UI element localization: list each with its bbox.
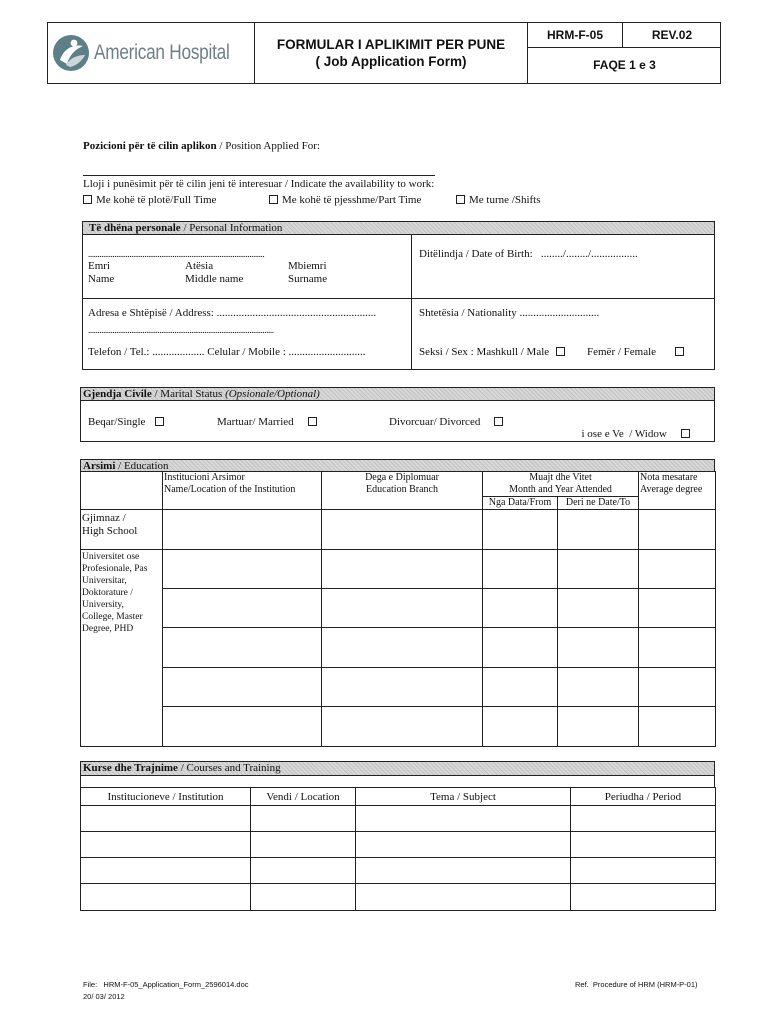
education-table — [80, 471, 716, 747]
table-cell[interactable] — [163, 668, 322, 707]
table-cell[interactable] — [639, 668, 716, 707]
table-cell[interactable] — [639, 550, 716, 589]
female-checkbox[interactable] — [675, 347, 684, 356]
university-label-line: Doktorature / — [82, 588, 133, 598]
form-subtitle: ( Job Application Form) — [315, 54, 467, 69]
education-heading-bold: Arsimi — [83, 460, 116, 472]
middle-name-label — [185, 260, 243, 286]
table-row — [81, 884, 716, 911]
university-label-line: College, Master — [82, 612, 143, 622]
address-field[interactable]: Adresa e Shtëpisë / Address: .......................................................... — [88, 307, 377, 319]
parttime-checkbox[interactable] — [269, 195, 278, 204]
civil-heading — [80, 387, 715, 401]
edu-row-highschool-label — [81, 510, 163, 550]
course-col-subject: Tema / Subject — [356, 788, 571, 806]
logo-text: American Hospital — [94, 41, 230, 64]
married-checkbox[interactable] — [308, 417, 317, 426]
position-input-line[interactable] — [83, 175, 435, 176]
table-cell[interactable] — [356, 884, 571, 911]
surname-label — [288, 260, 327, 286]
table-cell[interactable] — [251, 884, 356, 911]
table-row — [81, 589, 716, 628]
form-title: FORMULAR I APLIKIMIT PER PUNE — [276, 37, 506, 52]
table-cell[interactable] — [322, 707, 483, 747]
table-cell[interactable] — [163, 510, 322, 550]
table-cell[interactable] — [571, 806, 716, 832]
sex-male-option[interactable] — [419, 346, 569, 358]
position-label-rest: / Position Applied For: — [216, 140, 320, 152]
married-label: Martuar/ Married — [217, 416, 294, 428]
civil-married[interactable] — [217, 416, 321, 428]
address-line-2[interactable]: ................................................................................................... — [88, 326, 274, 336]
table-cell[interactable] — [639, 510, 716, 550]
table-cell[interactable] — [322, 589, 483, 628]
edu-col-grade-en: Average degree — [640, 484, 703, 495]
table-cell[interactable] — [483, 628, 558, 668]
table-cell[interactable] — [558, 510, 639, 550]
table-cell[interactable] — [483, 707, 558, 747]
table-row — [81, 628, 716, 668]
fulltime-label: Me kohë të plotë/Full Time — [96, 194, 217, 206]
course-col-location: Vendi / Location — [251, 788, 356, 806]
edu-col-branch-en: Education Branch — [366, 484, 438, 495]
university-label-line: Universitar, — [82, 576, 127, 586]
table-row — [81, 832, 716, 858]
middle-name-label-sq: Atësia — [185, 260, 214, 272]
personal-vdivider — [411, 234, 412, 370]
table-row — [81, 707, 716, 747]
table-cell[interactable] — [356, 806, 571, 832]
availability-fulltime[interactable] — [83, 194, 216, 206]
phone-field[interactable]: Telefon / Tel.: ................... Celular / Mobile : ............................ — [88, 346, 366, 358]
table-cell[interactable] — [483, 668, 558, 707]
first-name-label-en: Name — [88, 273, 115, 285]
table-row — [81, 550, 716, 589]
table-cell[interactable] — [251, 858, 356, 884]
personal-hdivider — [82, 298, 715, 299]
table-cell[interactable] — [163, 550, 322, 589]
sex-label: Seksi / Sex : Mashkull / Male — [419, 346, 550, 358]
table-cell[interactable] — [639, 628, 716, 668]
courses-heading — [80, 761, 715, 776]
female-label: Femër / Female — [587, 346, 657, 358]
table-cell[interactable] — [251, 806, 356, 832]
table-cell[interactable] — [558, 707, 639, 747]
university-label-line: Degree, PHD — [82, 624, 134, 634]
edu-col-institution-en: Name/Location of the Institution — [164, 484, 296, 495]
shifts-checkbox[interactable] — [456, 195, 465, 204]
civil-heading-rest: / Marital Status — [151, 388, 226, 400]
edu-col-institution-sq: Institucioni Arsimor — [164, 472, 245, 483]
edu-row-university-label — [81, 550, 163, 747]
table-cell[interactable] — [81, 884, 251, 911]
table-cell[interactable] — [571, 832, 716, 858]
university-label-line: Profesionale, Pas — [82, 564, 148, 574]
availability-shifts[interactable] — [456, 194, 541, 206]
fulltime-checkbox[interactable] — [83, 195, 92, 204]
hospital-logo-icon — [52, 34, 90, 72]
table-cell[interactable] — [558, 668, 639, 707]
table-cell[interactable] — [483, 510, 558, 550]
edu-col-grade-sq: Nota mesatare — [640, 472, 698, 483]
single-checkbox[interactable] — [155, 417, 164, 426]
widow-label: i ose e Ve / Widow — [581, 428, 667, 440]
single-label: Beqar/Single — [88, 416, 146, 428]
table-cell[interactable] — [558, 550, 639, 589]
table-cell[interactable] — [571, 858, 716, 884]
civil-widow[interactable] — [576, 416, 694, 440]
course-col-institution: Institucioneve / Institution — [81, 788, 251, 806]
divorced-checkbox[interactable] — [494, 417, 503, 426]
edu-col-institution — [163, 472, 322, 510]
table-cell[interactable] — [322, 628, 483, 668]
middle-name-label-en: Middle name — [185, 273, 244, 285]
edu-col-to: Deri ne Date/To — [558, 497, 639, 510]
table-cell[interactable] — [356, 858, 571, 884]
parttime-label: Me kohë të pjesshme/Part Time — [282, 194, 422, 206]
courses-heading-bold: Kurse dhe Trajnime — [83, 762, 178, 774]
edu-col-dates-en: Month and Year Attended — [509, 484, 612, 495]
table-cell[interactable] — [251, 832, 356, 858]
table-cell[interactable] — [483, 589, 558, 628]
edu-col-grade — [639, 472, 716, 510]
highschool-label-en: High School — [82, 525, 138, 537]
header-divider-3 — [527, 47, 721, 48]
table-cell[interactable] — [356, 832, 571, 858]
position-label — [83, 140, 320, 152]
footer-reference: Ref. Procedure of HRM (HRM-P-01) — [575, 980, 698, 989]
course-col-period: Periudha / Period — [571, 788, 716, 806]
table-cell[interactable] — [81, 858, 251, 884]
courses-header-row — [81, 788, 716, 806]
civil-divorced[interactable] — [389, 416, 507, 428]
position-label-bold: Pozicioni për të cilin aplikon — [83, 140, 217, 152]
table-row — [81, 668, 716, 707]
table-cell[interactable] — [163, 628, 322, 668]
edu-col-from: Nga Data/From — [483, 497, 558, 510]
personal-heading-rest: / Personal Information — [180, 222, 283, 234]
table-row — [81, 858, 716, 884]
page-label: FAQE 1 e 3 — [593, 58, 656, 72]
table-cell[interactable] — [483, 550, 558, 589]
edu-col-branch — [322, 472, 483, 510]
doc-code: HRM-F-05 — [547, 28, 603, 42]
divorced-label: Divorcuar/ Divorced — [389, 416, 481, 428]
table-cell[interactable] — [81, 832, 251, 858]
surname-label-sq: Mbiemri — [288, 260, 327, 272]
availability-parttime[interactable] — [269, 194, 421, 206]
table-cell[interactable] — [163, 707, 322, 747]
surname-label-en: Surname — [288, 273, 328, 285]
header-divider-1 — [254, 22, 255, 84]
education-heading-rest: / Education — [115, 460, 169, 472]
university-label-line: University, — [82, 600, 124, 610]
civil-heading-italic: (Opsionale/Optional) — [225, 388, 320, 400]
nationality-field[interactable]: Shtetësia / Nationality ............................. — [419, 307, 600, 319]
footer-date: 20/ 03/ 2012 — [83, 992, 125, 1001]
first-name-label-sq: Emri — [88, 260, 110, 272]
birth-date-field[interactable]: Ditëlindja / Date of Birth: ......../......../................. — [419, 248, 638, 260]
edu-col-dates-sq: Muajt dhe Vitet — [529, 472, 592, 483]
first-name-label — [88, 260, 114, 286]
table-cell[interactable] — [322, 668, 483, 707]
table-cell[interactable] — [322, 550, 483, 589]
civil-heading-bold: Gjendja Civile — [83, 388, 152, 400]
sex-female-option[interactable] — [587, 346, 688, 358]
courses-heading-rest: / Courses and Training — [177, 762, 281, 774]
widow-checkbox[interactable] — [681, 429, 690, 438]
education-header-row — [81, 472, 716, 497]
table-cell[interactable] — [639, 707, 716, 747]
table-cell[interactable] — [322, 510, 483, 550]
table-cell[interactable] — [163, 589, 322, 628]
highschool-label-sq: Gjimnaz / — [82, 512, 126, 524]
table-row — [81, 510, 716, 550]
shifts-label: Me turne /Shifts — [469, 194, 541, 206]
courses-table — [80, 787, 716, 911]
edu-col-dates — [483, 472, 639, 497]
name-field-dots[interactable]: .............................................................................................. — [88, 250, 265, 260]
personal-heading — [82, 221, 715, 235]
edu-corner-cell — [81, 472, 163, 510]
table-cell[interactable] — [558, 589, 639, 628]
personal-heading-bold: Të dhëna personale — [89, 222, 181, 234]
hospital-logo — [52, 34, 248, 74]
table-cell[interactable] — [558, 628, 639, 668]
revision: REV.02 — [651, 28, 693, 42]
table-cell[interactable] — [639, 589, 716, 628]
edu-col-branch-sq: Dega e Diplomuar — [365, 472, 439, 483]
male-checkbox[interactable] — [556, 347, 565, 356]
university-label-line: Universitet ose — [82, 552, 140, 562]
footer-file: File: HRM-F-05_Application_Form_2596014.doc — [83, 980, 249, 989]
table-cell[interactable] — [81, 806, 251, 832]
civil-single[interactable] — [88, 416, 168, 428]
table-row — [81, 806, 716, 832]
availability-label: Lloji i punësimit për të cilin jeni të interesuar / Indicate the availability to work: — [83, 178, 435, 190]
table-cell[interactable] — [571, 884, 716, 911]
